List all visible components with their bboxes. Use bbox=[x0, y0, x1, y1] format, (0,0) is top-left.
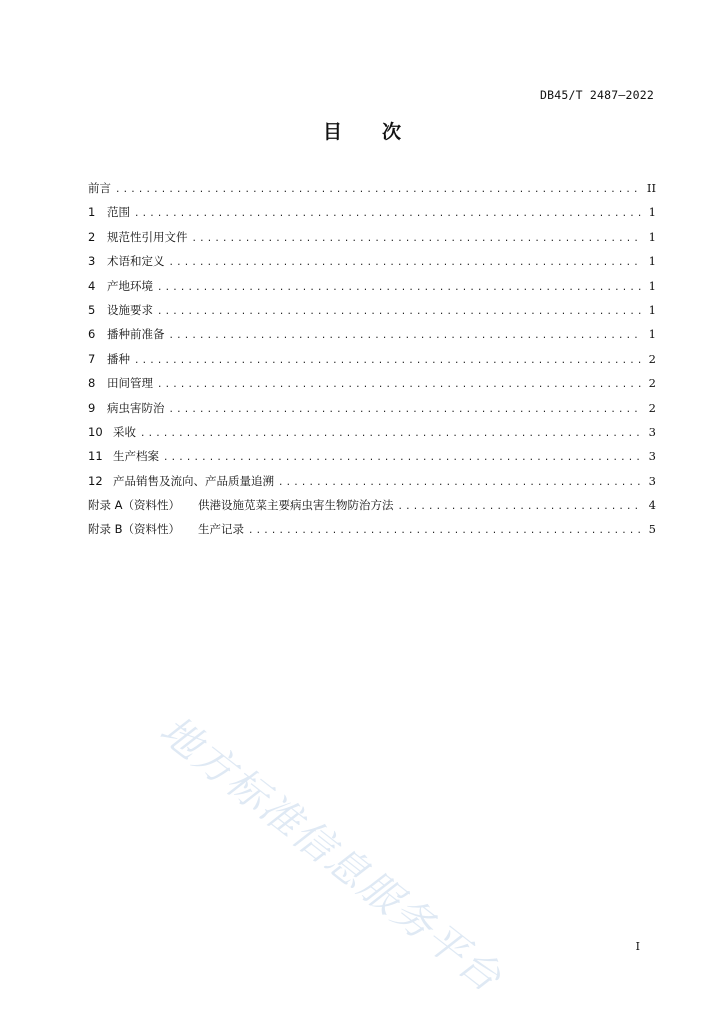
toc-item-5[interactable] bbox=[88, 302, 656, 326]
watermark: 地方标准信息服务平台 bbox=[151, 707, 511, 1002]
toc-item-label: 6 播种前准备 bbox=[88, 327, 165, 342]
toc-leader-dots bbox=[192, 234, 643, 244]
toc-item-appendix-b[interactable] bbox=[88, 521, 656, 545]
document-id: DB45/T 2487—2022 bbox=[540, 88, 654, 102]
toc-item-8[interactable] bbox=[88, 375, 656, 399]
toc-leader-dots bbox=[134, 356, 642, 366]
toc-item-label: 1 范围 bbox=[88, 205, 130, 220]
toc-item-10[interactable] bbox=[88, 424, 656, 448]
toc-leader-dots bbox=[140, 429, 642, 439]
page-number: I bbox=[635, 940, 640, 953]
toc-item-2[interactable] bbox=[88, 229, 656, 253]
toc-item-page: 2 bbox=[648, 351, 656, 366]
toc-item-page: 5 bbox=[648, 522, 656, 537]
toc-leader-dots bbox=[248, 526, 642, 536]
toc-item-label: 4 产地环境 bbox=[88, 278, 153, 293]
toc-item-label: 10 采收 bbox=[88, 424, 136, 439]
toc-leader-dots bbox=[398, 502, 643, 512]
toc-item-page: 2 bbox=[648, 376, 656, 391]
toc-item-1[interactable] bbox=[88, 204, 656, 228]
toc-leader-dots bbox=[157, 307, 642, 317]
toc-item-page: 1 bbox=[648, 254, 656, 269]
table-of-contents bbox=[88, 180, 656, 546]
toc-item-label: 9 病虫害防治 bbox=[88, 400, 165, 415]
toc-item-page: 4 bbox=[648, 498, 656, 513]
toc-item-label: 5 设施要求 bbox=[88, 302, 153, 317]
toc-item-4[interactable] bbox=[88, 278, 656, 302]
toc-leader-dots bbox=[157, 283, 642, 293]
toc-item-page: 3 bbox=[648, 449, 656, 464]
toc-item-11[interactable] bbox=[88, 448, 656, 472]
title-char-2: 次 bbox=[382, 121, 402, 143]
toc-item-page: 3 bbox=[648, 424, 656, 439]
toc-item-page: 1 bbox=[648, 327, 656, 342]
toc-item-page: 1 bbox=[648, 278, 656, 293]
page-title bbox=[0, 117, 724, 144]
toc-item-appendix-a[interactable] bbox=[88, 497, 656, 521]
toc-item-page: 2 bbox=[648, 400, 656, 415]
toc-leader-dots bbox=[163, 453, 642, 463]
toc-item-label: 附录 B（资料性） 生产记录 bbox=[88, 522, 244, 537]
toc-item-page: 1 bbox=[648, 229, 656, 244]
toc-item-label: 前言 bbox=[88, 181, 111, 195]
toc-item-12[interactable] bbox=[88, 473, 656, 497]
toc-item-label: 8 田间管理 bbox=[88, 376, 153, 391]
toc-item-7[interactable] bbox=[88, 351, 656, 375]
toc-leader-dots bbox=[157, 380, 642, 390]
toc-item-page: 3 bbox=[648, 473, 656, 488]
toc-item-label: 附录 A（资料性） 供港设施苋菜主要病虫害生物防治方法 bbox=[88, 498, 394, 513]
toc-item-6[interactable] bbox=[88, 326, 656, 350]
title-char-1: 目 bbox=[322, 121, 342, 143]
toc-item-foreword[interactable] bbox=[88, 180, 656, 204]
toc-item-label: 7 播种 bbox=[88, 351, 130, 366]
toc-leader-dots bbox=[278, 478, 642, 488]
toc-leader-dots bbox=[169, 258, 643, 268]
toc-item-page: II bbox=[646, 181, 656, 195]
toc-leader-dots bbox=[115, 185, 642, 195]
toc-leader-dots bbox=[134, 209, 642, 219]
toc-leader-dots bbox=[169, 331, 643, 341]
toc-item-label: 12 产品销售及流向、产品质量追溯 bbox=[88, 473, 274, 488]
toc-item-label: 2 规范性引用文件 bbox=[88, 229, 188, 244]
toc-item-label: 3 术语和定义 bbox=[88, 254, 165, 269]
toc-leader-dots bbox=[169, 405, 643, 415]
toc-item-page: 1 bbox=[648, 302, 656, 317]
toc-item-label: 11 生产档案 bbox=[88, 449, 159, 464]
toc-item-3[interactable] bbox=[88, 253, 656, 277]
toc-item-page: 1 bbox=[648, 205, 656, 220]
toc-item-9[interactable] bbox=[88, 400, 656, 424]
